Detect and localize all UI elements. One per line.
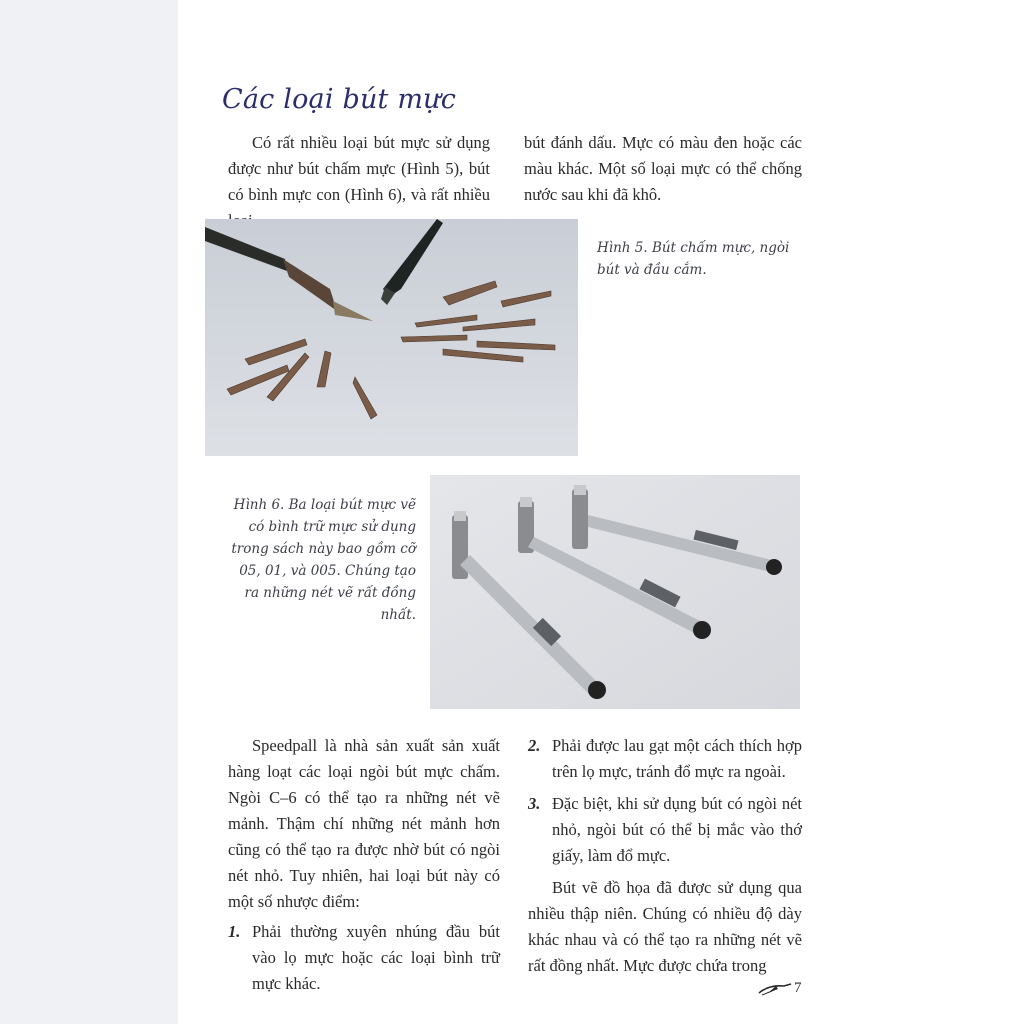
item-text: Phải được lau gạt một cách thích hợp trên lọ mực, tránh đổ mực ra ngoài. — [552, 736, 802, 781]
page-footer — [758, 980, 802, 997]
item-number: 1. — [228, 922, 241, 941]
technical-pens-illustration — [430, 475, 800, 709]
figure-6-photo — [430, 475, 800, 709]
item-text: Đặc biệt, khi sử dụng bút có ngòi nét nhỏ, ngòi bút có thể bị mắc vào thớ giấy, làm đổ mực. — [552, 794, 802, 865]
item-text: Phải thường xuyên nhúng đầu bút vào lọ mực hoặc các loại bình trữ mực khác. — [252, 922, 500, 993]
item-number: 3. — [528, 794, 541, 813]
numbered-item-2 — [528, 733, 802, 785]
pen-ornament-icon — [758, 981, 792, 997]
intro-column-right — [524, 130, 802, 208]
figure-6-caption: Hình 6. Ba loại bút mực vẽ có bình trữ mực sử dụng trong sách này bao gồm cỡ 05, 01, và 005. Chúng tạo ra những nét vẽ rất đồng nhất. — [231, 497, 416, 623]
intro-paragraph-left: Có rất nhiều loại bút mực sử dụng được như bút chấm mực (Hình 5), bút có bình mực con (Hình 6), và rất nhiều — [228, 133, 490, 204]
dip-pen-nibs-illustration — [205, 219, 578, 456]
intro-paragraph-right: bút đánh dấu. Mực có màu đen hoặc các màu khác. Một số loại mực có thể chống nước sau khi đã khô. — [524, 133, 802, 204]
page-gutter — [0, 0, 178, 1024]
figure-5-photo — [205, 219, 578, 456]
figure-5-caption: Hình 5. Bút chấm mực, ngòi bút và đầu cắm. — [597, 240, 790, 278]
body-column-right — [528, 733, 802, 979]
body-column-left — [228, 733, 500, 997]
page-number: 7 — [794, 980, 802, 996]
item-number: 2. — [528, 736, 541, 755]
body-paragraph-right: Bút vẽ đồ họa đã được sử dụng qua nhiều thập niên. Chúng có nhiều độ dày khác nhau và có thể tạo ra những nét vẽ rất đồng nhất. Mực được chứa trong — [528, 878, 802, 975]
section-title: Các loại bút mực — [222, 84, 457, 115]
numbered-item-3 — [528, 791, 802, 869]
body-paragraph-left: Speedpall là nhà sản xuất sản xuất hàng loạt các loại ngòi bút mực chấm. Ngòi C–6 có thể tạo ra những nét vẽ mảnh. Thậm chí những nét mảnh hơn cũng có thể tạo ra được nhờ bút có ngòi nét nhỏ. Tuy nhiên, hai loại bút này có một số nhược điểm: — [228, 736, 500, 911]
numbered-item-1 — [228, 919, 500, 997]
